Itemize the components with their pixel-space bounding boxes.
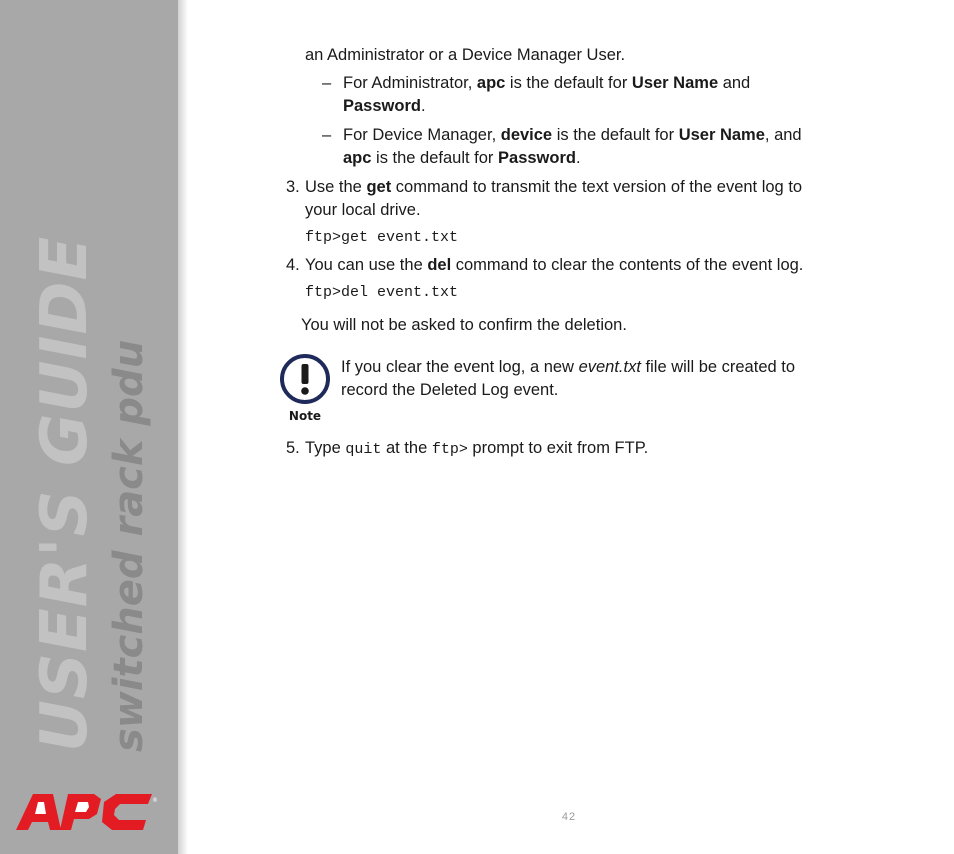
step3-line-2: your local drive. bbox=[305, 201, 421, 219]
note-label: Note bbox=[288, 409, 322, 423]
step4-line-1: You can use the del command to clear the contents of the event log. bbox=[305, 256, 804, 274]
sidebar-shadow bbox=[178, 0, 188, 854]
guide-title: USER'S GUIDE bbox=[28, 235, 102, 752]
page-number: 42 bbox=[561, 811, 577, 823]
step-number: 4. bbox=[286, 256, 300, 274]
step-number: 5. bbox=[286, 439, 300, 457]
step3-line-1: Use the get command to transmit the text version of the event log to bbox=[305, 178, 803, 196]
confirm-text: You will not be asked to confirm the deletion. bbox=[301, 316, 627, 334]
devmgr-line-2: apc is the default for Password. bbox=[343, 149, 581, 167]
admin-line-1: For Administrator, apc is the default for User Name and bbox=[343, 74, 751, 92]
admin-line-2: Password. bbox=[343, 97, 426, 115]
step-number: 3. bbox=[286, 178, 300, 196]
note-line-1: If you clear the event log, a new event.txt file will be created to bbox=[341, 358, 796, 376]
svg-text:®: ® bbox=[152, 797, 158, 804]
bullet-dash: – bbox=[322, 74, 332, 92]
step5-line: Type quit at the ftp> prompt to exit from FTP. bbox=[305, 439, 649, 458]
devmgr-line-1: For Device Manager, device is the default for User Name, and bbox=[343, 126, 802, 144]
guide-subtitle: switched rack pdu bbox=[106, 339, 152, 752]
note-line-2: record the Deleted Log event. bbox=[341, 381, 559, 399]
code-get-command: ftp>get event.txt bbox=[305, 229, 459, 246]
apc-logo bbox=[16, 792, 158, 832]
bullet-dash: – bbox=[322, 126, 332, 144]
intro-line: an Administrator or a Device Manager User. bbox=[305, 46, 626, 64]
note-icon bbox=[279, 352, 331, 424]
code-del-command: ftp>del event.txt bbox=[305, 284, 459, 301]
